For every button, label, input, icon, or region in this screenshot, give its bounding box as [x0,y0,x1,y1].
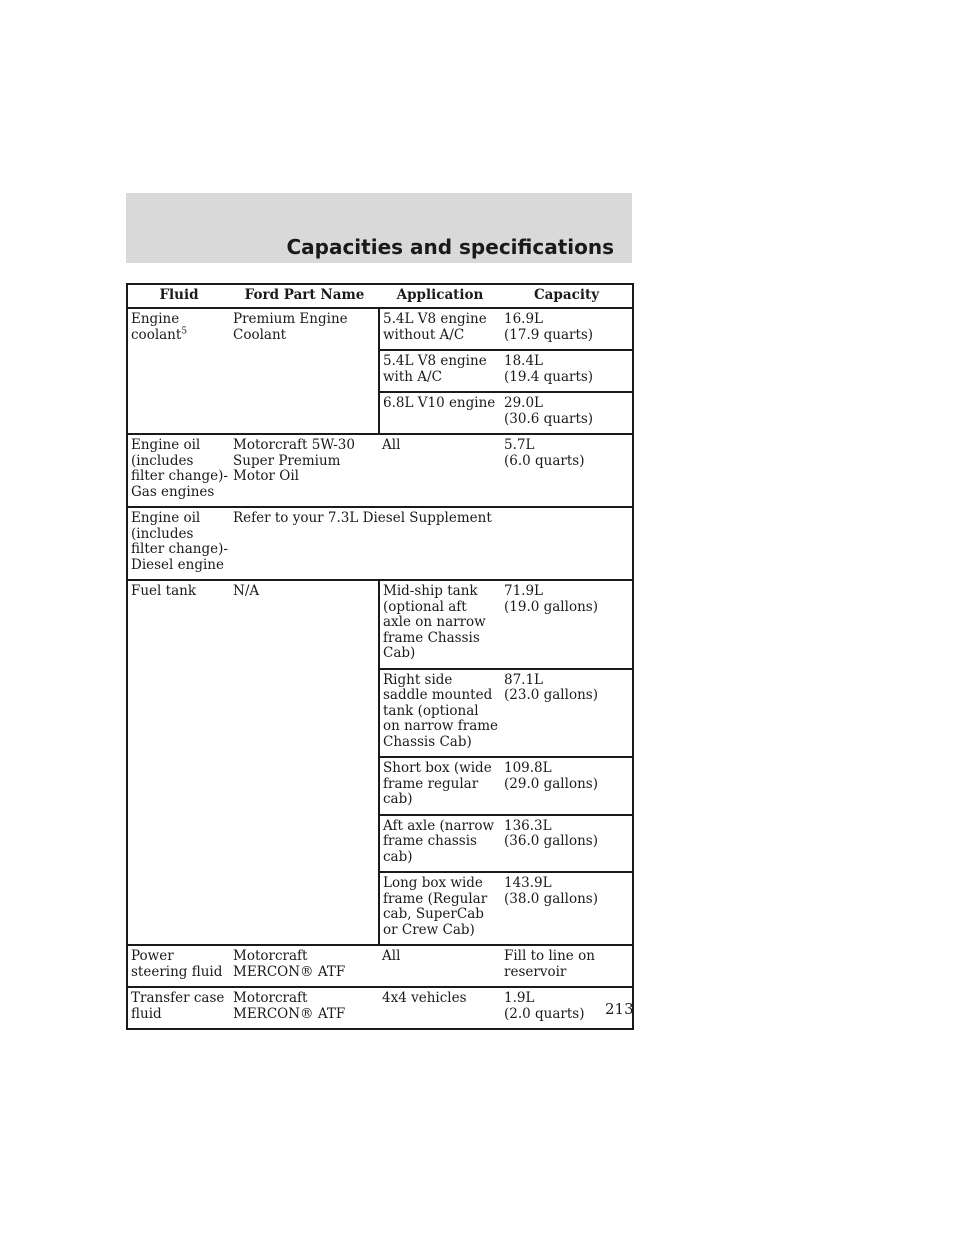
footnote-marker: 5 [181,326,188,336]
cell-application: All [379,945,501,987]
cell-part-name: Motorcraft MERCON® ATF [230,945,379,987]
cell-fluid: Engine oil (includes filter change)- Diesel engine [127,507,230,580]
cell-application: Mid-ship tank (optional aft axle on narrow frame Chassis Cab) [379,580,501,669]
cell-capacity: 29.0L (30.6 quarts) [501,392,633,434]
table-header-row [127,284,633,308]
cell-part-name: N/A [230,580,379,945]
cell-note: Refer to your 7.3L Diesel Supplement [230,507,633,580]
cell-application: 5.4L V8 engine without A/C [379,308,501,350]
cell-fluid: Engine coolant$^5$ [127,308,230,434]
cell-capacity: 143.9L (38.0 gallons) [501,872,633,945]
cell-fluid: Power steering fluid [127,945,230,987]
header-part-name: Ford Part Name [230,284,379,308]
cell-application: Right side saddle mounted tank (optional on narrow frame Chassis Cab) [379,669,501,758]
cell-part-name: Premium Engine Coolant [230,308,379,434]
page-number: 213 [605,1000,634,1018]
cell-application: 4x4 vehicles [379,987,501,1029]
cell-capacity: 87.1L (23.0 gallons) [501,669,633,758]
cell-capacity: Fill to line on reservoir [501,945,633,987]
capacities-table [126,283,634,1030]
table-row [127,945,633,987]
cell-capacity: 18.4L (19.4 quarts) [501,350,633,392]
cell-application: All [379,434,501,507]
table-row [127,507,633,580]
cell-fluid: Fuel tank [127,580,230,945]
cell-part-name: Motorcraft MERCON® ATF [230,987,379,1029]
cell-capacity: 5.7L (6.0 quarts) [501,434,633,507]
cell-application: Short box (wide frame regular cab) [379,757,501,815]
cell-application: Long box wide frame (Regular cab, SuperCab or Crew Cab) [379,872,501,945]
cell-capacity: 136.3L (36.0 gallons) [501,815,633,873]
cell-application: 5.4L V8 engine with A/C [379,350,501,392]
table-row [127,987,633,1029]
cell-fluid: Engine oil (includes filter change)- Gas engines [127,434,230,507]
table-row [127,580,633,669]
table-row [127,308,633,350]
cell-capacity: 71.9L (19.0 gallons) [501,580,633,669]
cell-capacity: 109.8L (29.0 gallons) [501,757,633,815]
header-capacity: Capacity [501,284,633,308]
section-header-band [126,193,632,263]
cell-capacity: 1.9L (2.0 quarts) [501,987,633,1029]
header-fluid: Fluid [127,284,230,308]
cell-capacity: 16.9L (17.9 quarts) [501,308,633,350]
cell-fluid: Transfer case fluid [127,987,230,1029]
cell-application: Aft axle (narrow frame chassis cab) [379,815,501,873]
cell-application: 6.8L V10 engine [379,392,501,434]
table-row [127,434,633,507]
cell-part-name: Motorcraft 5W-30 Super Premium Motor Oil [230,434,379,507]
section-title: Capacities and specifications [286,235,614,259]
header-application: Application [379,284,501,308]
